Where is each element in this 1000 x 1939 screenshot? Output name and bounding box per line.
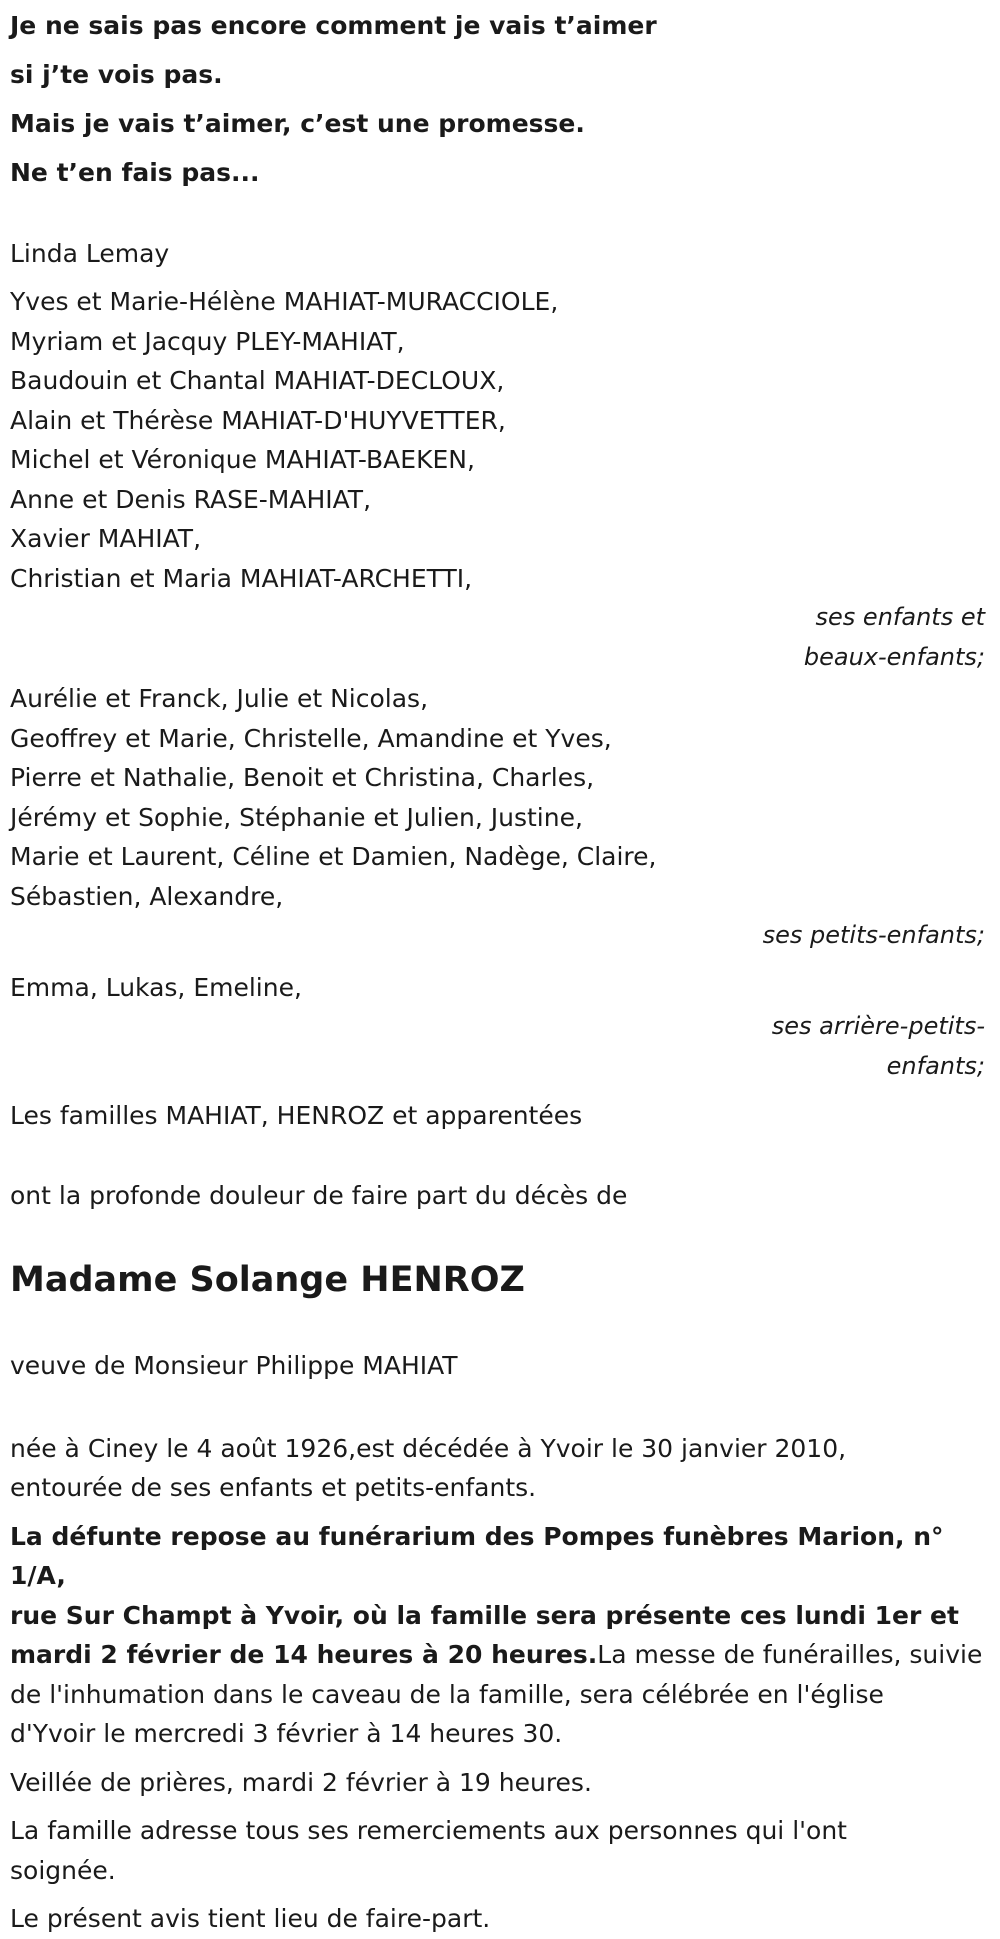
bold-text: rue Sur Champt à Yvoir, où la famille sera présente ces lundi 1er et <box>10 1600 959 1630</box>
poem-line: Mais je vais t’aimer, c’est une promesse. <box>10 109 585 138</box>
grandchildren-relation: ses petits-enfants; <box>762 921 985 949</box>
list-item: Yves et Marie-Hélène MAHIAT-MURACCIOLE, <box>10 287 559 316</box>
relation-line: ses arrière-petits- <box>771 1012 985 1040</box>
list-item: Xavier MAHIAT, <box>10 524 202 553</box>
list-item: Geoffrey et Marie, Christelle, Amandine et Yves, <box>10 723 612 753</box>
list-item: Christian et Maria MAHIAT-ARCHETTI, <box>10 563 473 593</box>
poem-line: Ne t’en fais pas... <box>10 158 260 187</box>
list-item: Anne et Denis RASE-MAHIAT, <box>10 484 372 514</box>
list-item: Michel et Véronique MAHIAT-BAEKEN, <box>10 445 475 474</box>
grandchildren-list <box>10 679 985 916</box>
text-line: de l'inhumation dans le caveau de la famille, sera célébrée en l'église <box>10 1679 884 1709</box>
obituary-notice <box>0 1 985 1939</box>
birth-death <box>10 1429 985 1508</box>
bold-text: La défunte repose au funérarium des Pompes funèbres Marion, n° 1/A, <box>10 1521 944 1590</box>
poem-author: Linda Lemay <box>10 239 170 268</box>
list-item: Jérémy et Sophie, Stéphanie et Julien, Justine, <box>10 802 583 832</box>
text-line: d'Yvoir le mercredi 3 février à 14 heures 30. <box>10 1719 563 1748</box>
great-grandchildren-list <box>10 968 985 1008</box>
list-item: Marie et Laurent, Céline et Damien, Nadège, Claire, <box>10 842 657 871</box>
poem-line: Je ne sais pas encore comment je vais t’aimer <box>10 11 657 40</box>
thanks <box>10 1811 985 1890</box>
funeral-details <box>10 1517 985 1754</box>
text-line: La famille adresse tous ses remerciements aux personnes qui l'ont <box>10 1816 847 1845</box>
announcement: ont la profonde douleur de faire part du décès de <box>10 1180 628 1210</box>
poem-line: si j’te vois pas. <box>10 60 223 89</box>
list-item: Pierre et Nathalie, Benoit et Christina, Charles, <box>10 763 595 792</box>
great-grandchildren-relation <box>10 1007 985 1086</box>
relation-line: ses enfants et <box>815 603 985 631</box>
poem <box>10 1 985 197</box>
deceased-name: Madame Solange HENROZ <box>10 1260 525 1300</box>
list-item: Sébastien, Alexandre, <box>10 881 284 911</box>
widow-of: veuve de Monsieur Philippe MAHIAT <box>10 1351 458 1380</box>
text-span: La messe de funérailles, suivie <box>597 1640 983 1669</box>
notice: Le présent avis tient lieu de faire-part. <box>10 1904 491 1933</box>
relation-line: beaux-enfants; <box>803 642 985 671</box>
text-line: soignée. <box>10 1855 116 1885</box>
relation-line: enfants; <box>886 1051 985 1080</box>
list-item: Emma, Lukas, Emeline, <box>10 972 302 1002</box>
list-item: Aurélie et Franck, Julie et Nicolas, <box>10 684 429 713</box>
list-item: Baudouin et Chantal MAHIAT-DECLOUX, <box>10 366 505 395</box>
children-list <box>10 282 985 598</box>
text-line: née à Ciney le 4 août 1926,est décédée à Yvoir le 30 janvier 2010, <box>10 1433 847 1463</box>
text-line: entourée de ses enfants et petits-enfants. <box>10 1473 537 1502</box>
bold-text: mardi 2 février de 14 heures à 20 heures. <box>10 1640 598 1669</box>
vigil: Veillée de prières, mardi 2 février à 19 heures. <box>10 1767 592 1797</box>
list-item: Alain et Thérèse MAHIAT-D'HUYVETTER, <box>10 405 506 435</box>
children-relation <box>10 598 985 677</box>
list-item: Myriam et Jacquy PLEY-MAHIAT, <box>10 326 405 356</box>
families-line: Les familles MAHIAT, HENROZ et apparentées <box>10 1101 583 1130</box>
